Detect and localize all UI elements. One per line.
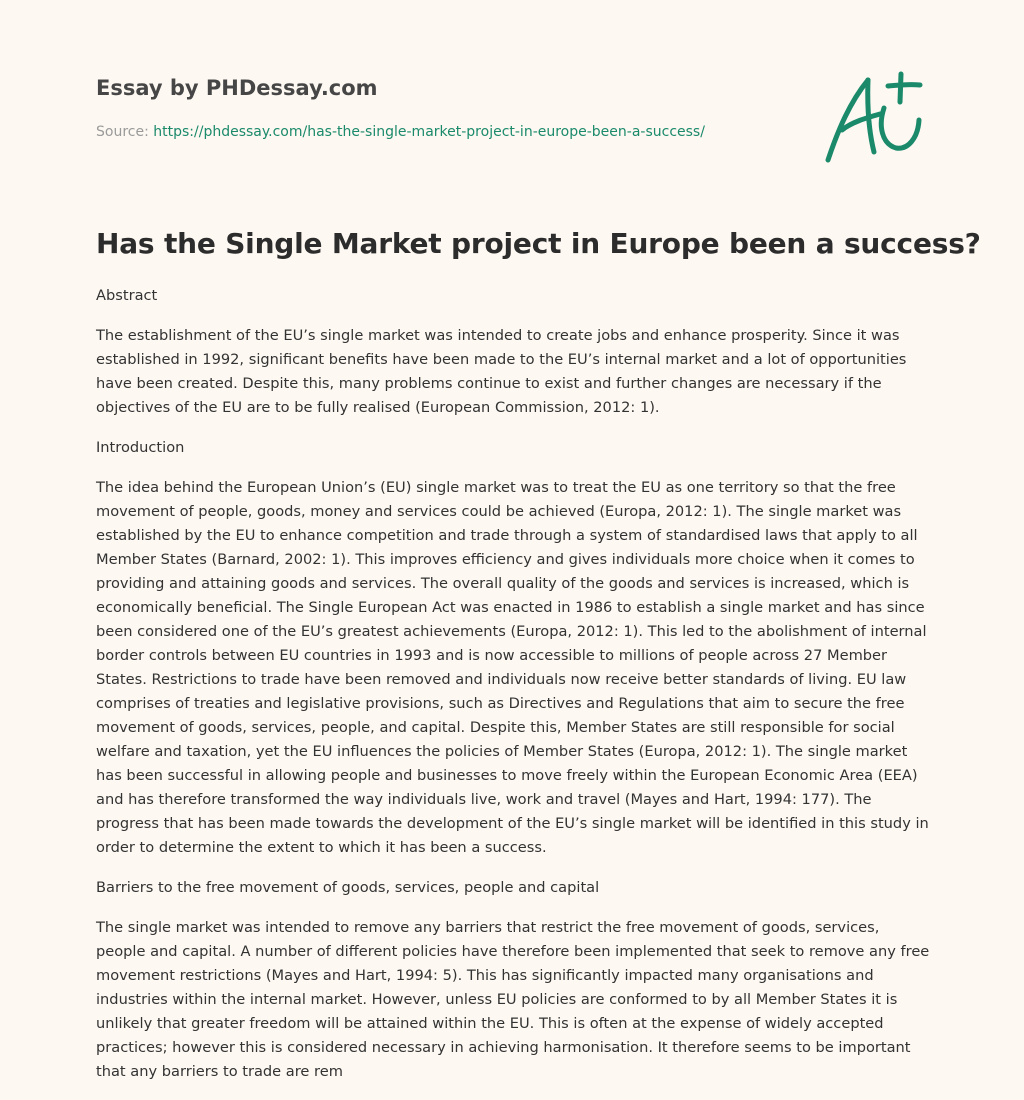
section-heading-barriers: Barriers to the free movement of goods, services, people and capital (96, 879, 600, 896)
paragraph-barriers: The single market was intended to remove any barriers that restrict the free movement of goods, services, people and capital. A number of different policies have therefore been implemented that seek to remove any free movement restrictions (Mayes and Hart, 1994: 5). This has significantly impacted many organisations and industries within the internal market. However, unless EU policies are conformed to by all Member States it is unlikely that greater freedom will be attained within the EU. This is often at the expense of widely accepted practices; however this is considered necessary in achieving harmonisation. It therefore seems to be important that any barriers to trade are rem (96, 919, 930, 1080)
essay-body (96, 284, 932, 1100)
source-label: Source: (96, 124, 154, 140)
source-link[interactable]: https://phdessay.com/has-the-single-market-project-in-europe-been-a-success/ (153, 124, 705, 140)
section-heading-introduction: Introduction (96, 439, 185, 456)
paragraph-introduction: The idea behind the European Union’s (EU) single market was to treat the EU as one territory so that the free movement of people, goods, money and services could be achieved (Europa, 2012: 1). The single market was established by the EU to enhance competition and trade through a system of standardised laws that apply to all Member States (Barnard, 2002: 1). This improves efficiency and gives individuals more choice when it comes to providing and attaining goods and services. The overall quality of the goods and services is increased, which is economically beneficial. The Single European Act was enacted in 1986 to establish a single market and has since been considered one of the EU’s greatest achievements (Europa, 2012: 1). This led to the abolishment of internal border controls between EU countries in 1993 and is now accessible to millions of people across 27 Member States. Restrictions to trade have been removed and individuals now receive better standards of living. EU law comprises of treaties and legislative provisions, such as Directives and Regulations that aim to secure the free movement of goods, services, people, and capital. Despite this, Member States are still responsible for social welfare and taxation, yet the EU influences the policies of Member States (Europa, 2012: 1). The single market has been successful in allowing people and businesses to move freely within the European Economic Area (EEA) and has therefore transformed the way individuals live, work and travel (Mayes and Hart, 1994: 177). The progress that has been made towards the development of the EU’s single market will be identified in this study in order to determine the extent to which it has been a success. (96, 479, 929, 856)
site-brand: Essay by PHDessay.com (96, 76, 378, 100)
section-heading-abstract: Abstract (96, 287, 158, 304)
paragraph-abstract: The establishment of the EU’s single market was intended to create jobs and enhance prosperity. Since it was established in 1992, significant benefits have been made to the EU’s internal market and a lot of opportunities have been created. Despite this, many problems continue to exist and further changes are necessary if the objectives of the EU are to be fully realised (European Commission, 2012: 1). (96, 327, 907, 416)
source-line (96, 124, 705, 140)
a-plus-logo-icon (824, 68, 924, 166)
essay-title: Has the Single Market project in Europe been a success? (96, 227, 981, 260)
